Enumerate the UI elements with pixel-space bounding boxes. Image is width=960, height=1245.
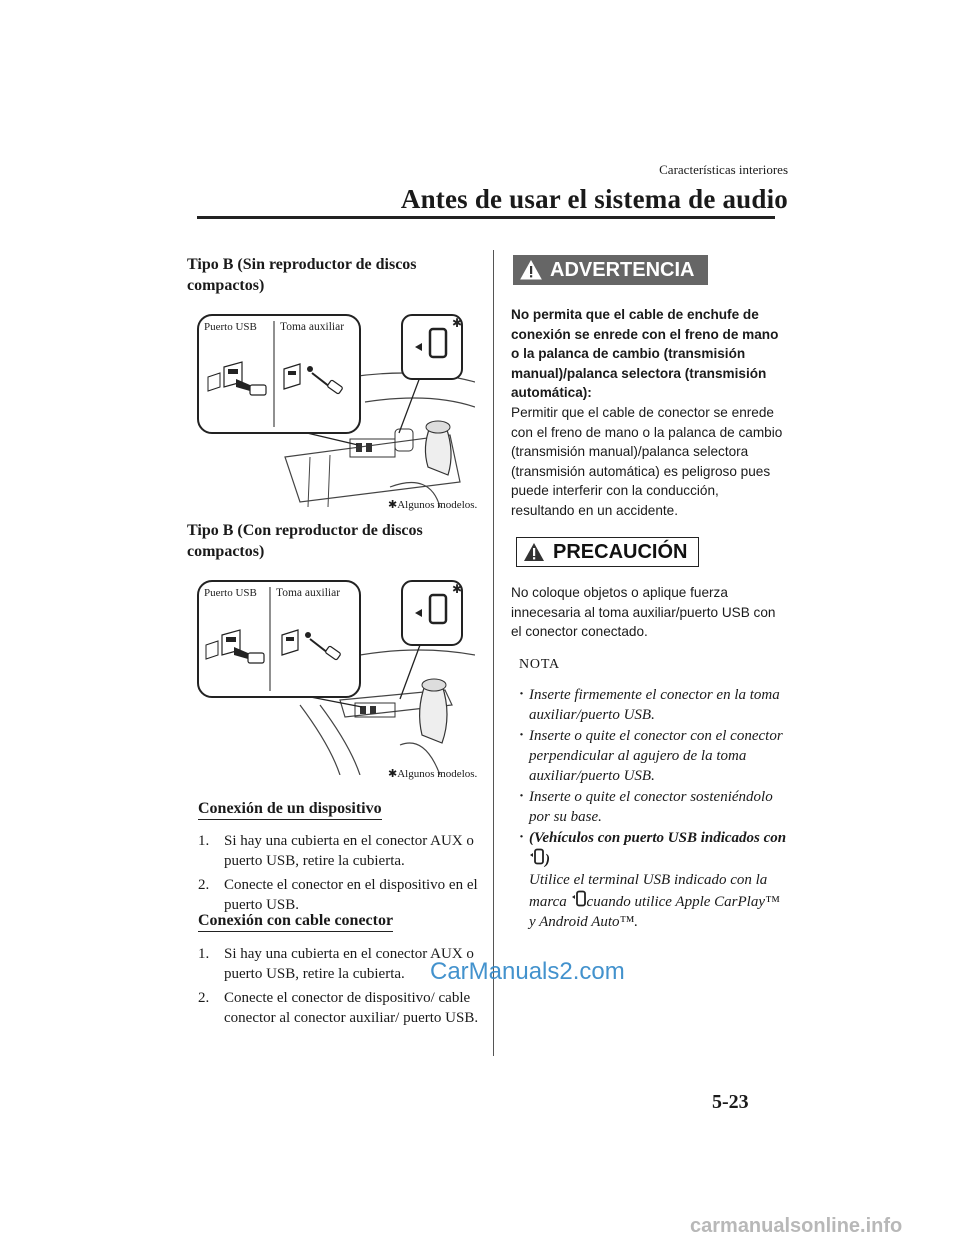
note-text: Algunos modelos. bbox=[397, 499, 478, 511]
heading-conexion-cable: Conexión con cable conector bbox=[198, 912, 393, 932]
label-usb: Puerto USB bbox=[204, 587, 257, 599]
warning-banner bbox=[513, 255, 708, 285]
figure-note-b: ✱Algunos modelos. bbox=[388, 768, 478, 780]
list-item: 2. Conecte el conector de dispositivo/ cable conector al conector auxiliar/ puerto USB. bbox=[198, 990, 479, 1026]
svg-text:✱: ✱ bbox=[452, 582, 463, 596]
caution-banner bbox=[516, 537, 699, 567]
page-number: 5-23 bbox=[712, 1091, 749, 1113]
nota-list bbox=[519, 685, 789, 933]
warning-bold-text: No permita que el cable de enchufe de conexión se enrede con el freno de mano o la palanca de cambio (transmisión manual)/palanca selectora (transmisión automática): bbox=[511, 307, 779, 401]
console-illustration bbox=[190, 575, 475, 775]
chapter-label: Características interiores bbox=[659, 162, 788, 177]
warning-body-text: Permitir que el cable de conector se enrede con el freno de mano o la palanca de cambio (transmisión manual)/palanca selectora (transmisión automática) es peligroso pues puede interferir con la conducción, resultando en un accidente. bbox=[511, 404, 783, 518]
watermark-carmanuals2: CarManuals2.com bbox=[430, 958, 625, 985]
subhead-type-b-no-cd: Tipo B (Sin reproductor de discos compactos) bbox=[187, 256, 417, 294]
note-text: Algunos modelos. bbox=[397, 768, 478, 780]
subhead-type-b-with-cd: Tipo B (Con reproductor de discos compactos) bbox=[187, 522, 423, 560]
nota-label: NOTA bbox=[519, 657, 560, 672]
carplay-phone-icon bbox=[529, 848, 545, 866]
list-item: 1. Si hay una cubierta en el conector AUX o puerto USB, retire la cubierta. bbox=[198, 946, 474, 982]
column-divider bbox=[493, 250, 494, 1056]
warning-triangle-icon bbox=[520, 260, 542, 280]
label-aux: Toma auxiliar bbox=[276, 587, 341, 599]
warning-label: ADVERTENCIA bbox=[550, 258, 695, 281]
list-item: · Inserte o quite el conector sosteniéndolo por su base. bbox=[519, 787, 789, 827]
list-item: · Inserte firmemente el conector en la toma auxiliar/puerto USB. bbox=[519, 685, 789, 725]
figure-console-with-cd bbox=[190, 575, 475, 775]
section-title: Antes de usar el sistema de audio bbox=[400, 184, 788, 214]
caution-label: PRECAUCIÓN bbox=[553, 540, 688, 563]
watermark-carmanualsonline: carmanualsonline.info bbox=[690, 1215, 903, 1237]
caution-body: No coloque objetos o aplique fuerza innecesaria al toma auxiliar/puerto USB con el conector conectado. bbox=[511, 585, 776, 640]
list-item: 1. Si hay una cubierta en el conector AUX o puerto USB, retire la cubierta. bbox=[198, 833, 474, 869]
carplay-phone-icon bbox=[571, 890, 587, 908]
steps-conexion-dispositivo bbox=[198, 831, 483, 919]
label-aux: Toma auxiliar bbox=[280, 321, 345, 333]
console-illustration bbox=[190, 307, 475, 507]
caution-triangle-icon bbox=[523, 542, 545, 562]
list-item: 2. Conecte el conector en el dispositivo en el puerto USB. bbox=[198, 877, 478, 913]
list-item: · Inserte o quite el conector con el conector perpendicular al agujero de la toma auxiliar/puerto USB. bbox=[519, 726, 789, 786]
svg-text:✱: ✱ bbox=[452, 316, 463, 330]
warning-body bbox=[511, 305, 786, 521]
header-rule bbox=[197, 216, 775, 219]
label-usb: Puerto USB bbox=[204, 321, 257, 333]
list-item: · (Vehículos con puerto USB indicados con ) Utilice el terminal USB indicado con la marca cuando utilice Apple CarPlay™ y Android Auto™. bbox=[519, 828, 789, 932]
figure-note-a: ✱Algunos modelos. bbox=[388, 499, 478, 511]
figure-console-no-cd bbox=[190, 307, 475, 507]
heading-conexion-dispositivo: Conexión de un dispositivo bbox=[198, 800, 382, 820]
